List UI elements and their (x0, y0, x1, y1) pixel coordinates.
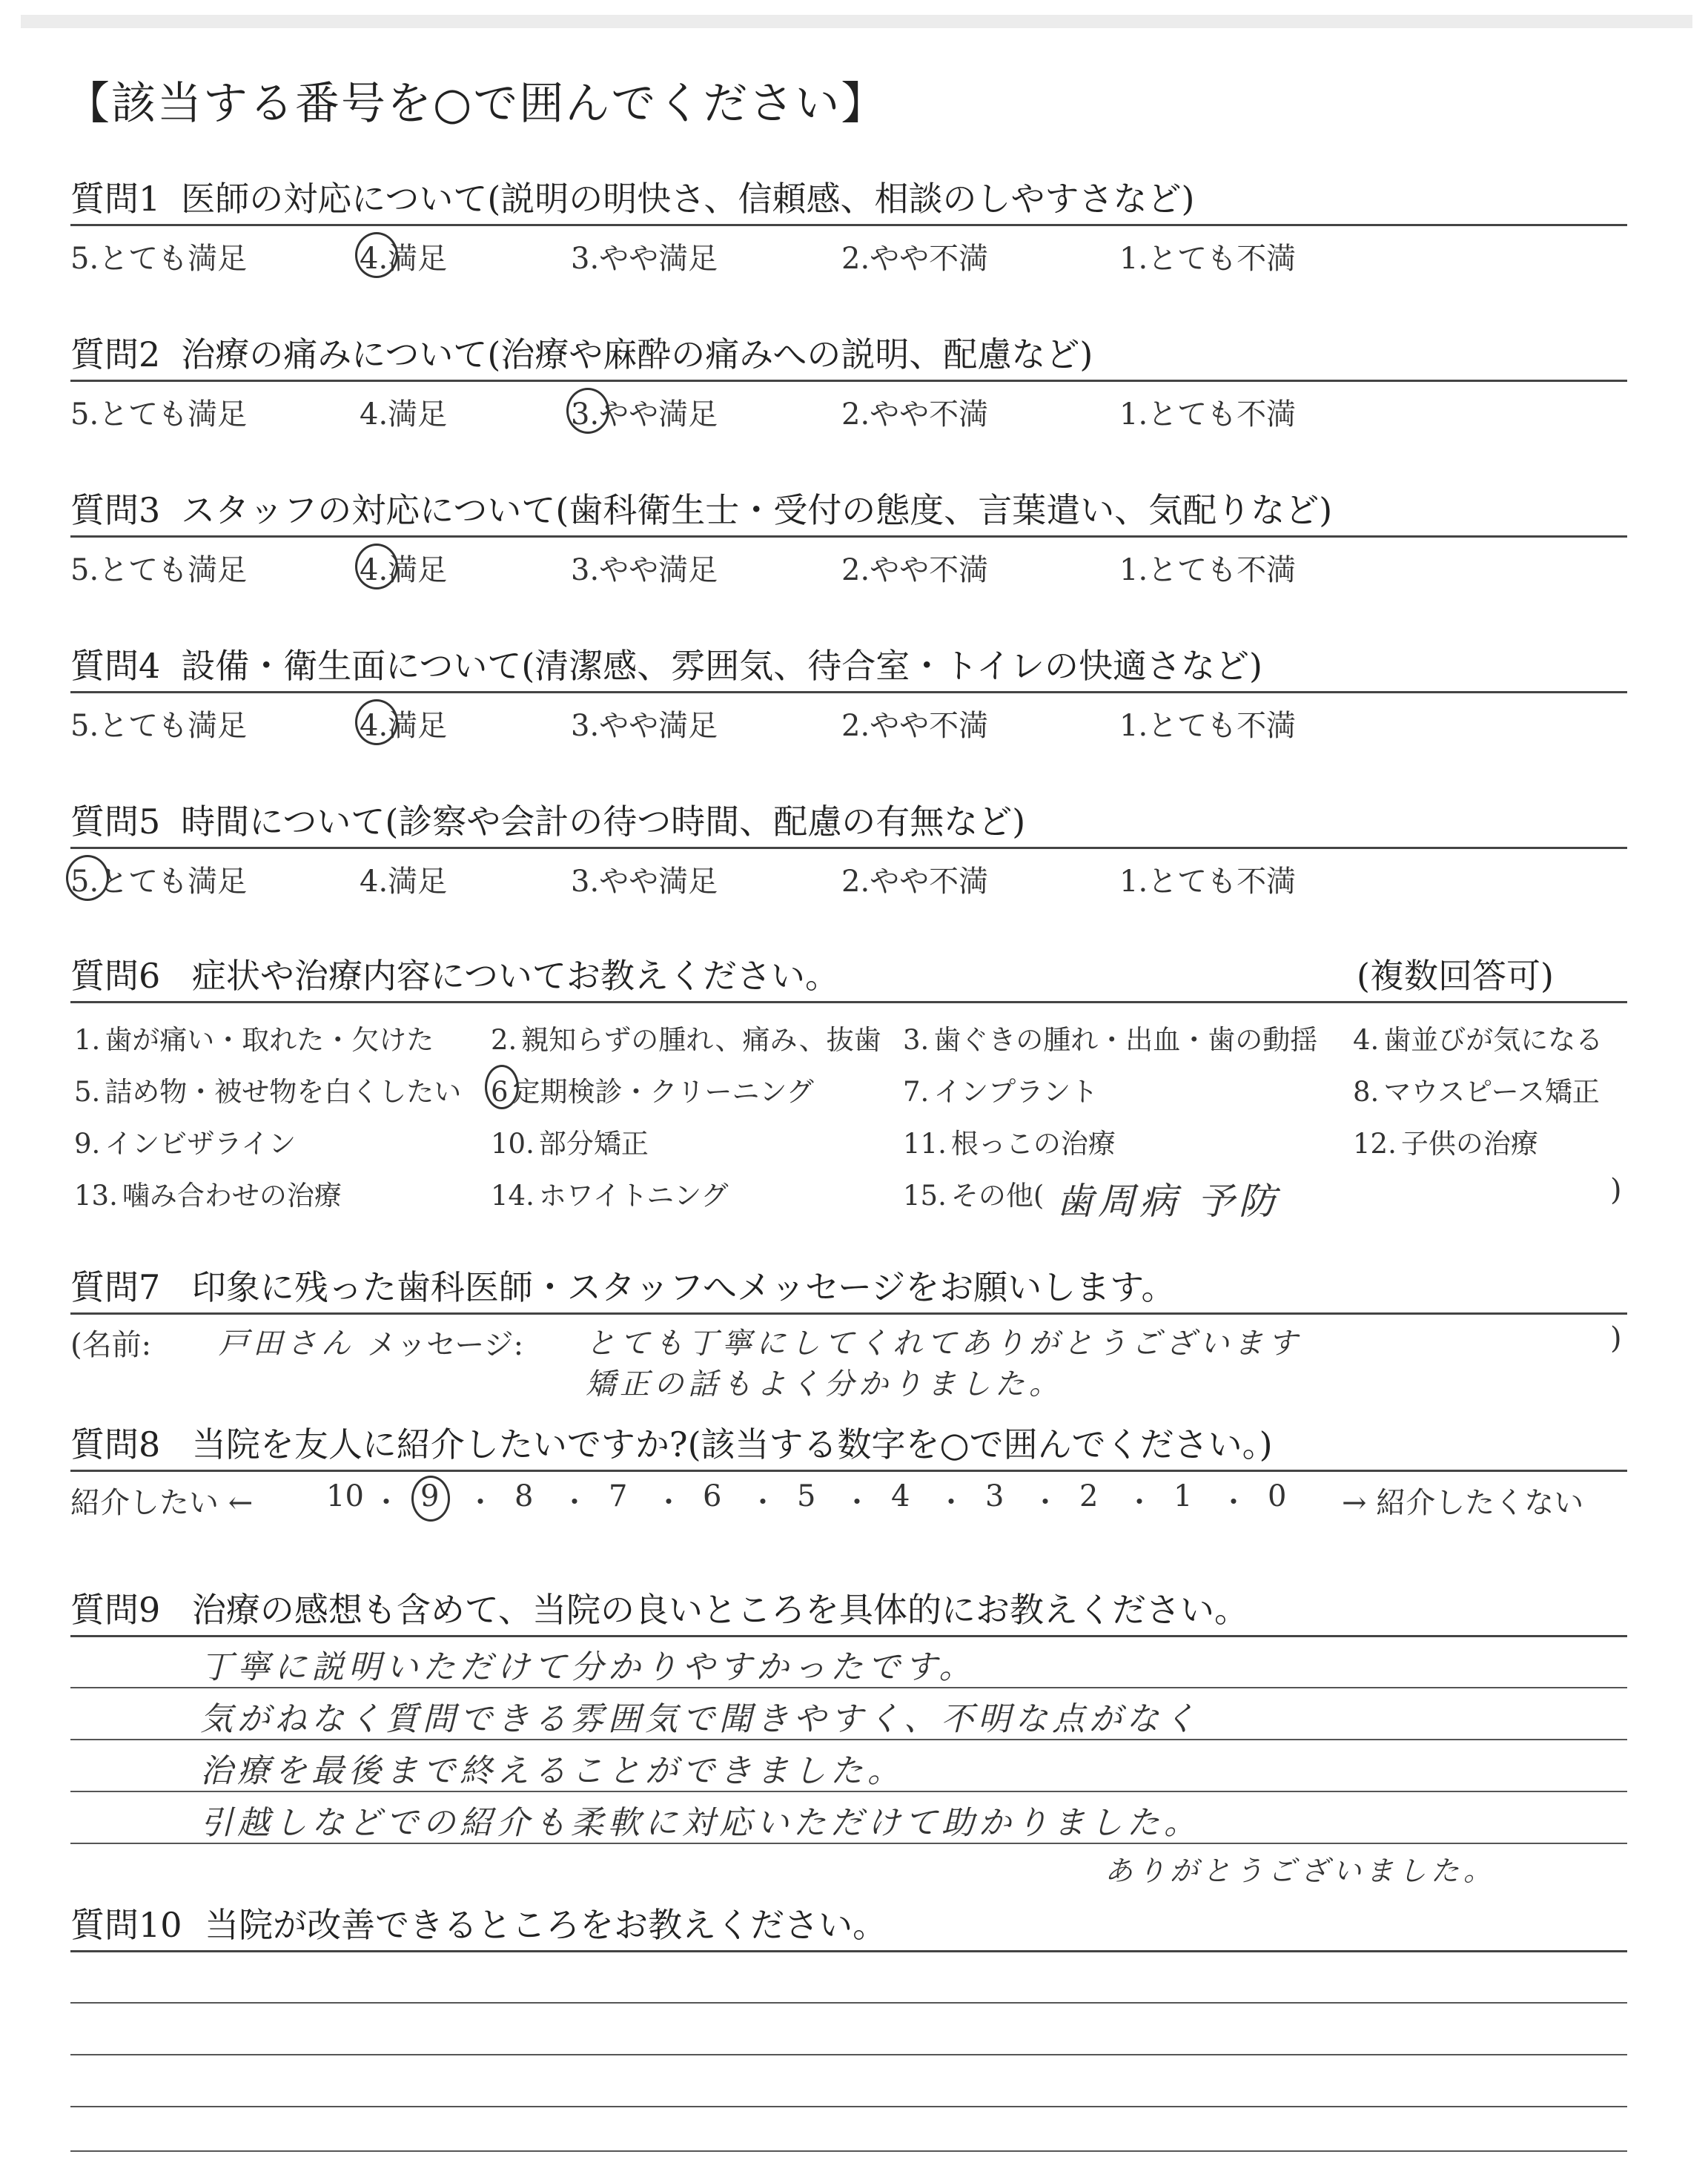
option-number: 4. (360, 242, 388, 276)
scale-separator: ・ (466, 1486, 495, 1519)
option-number: 4. (360, 865, 388, 899)
q9-answer-line: ありがとうございました。 (1105, 1855, 1497, 1887)
option-number: 5. (70, 553, 99, 587)
option-label: やや満足 (599, 865, 718, 899)
option-label: とても不満 (1148, 709, 1297, 743)
option-label: とても不満 (1148, 553, 1297, 587)
option-label: 噛み合わせの治療 (122, 1180, 342, 1212)
selection-circle (355, 699, 398, 745)
option-number: 7. (903, 1076, 930, 1108)
option-label: 満足 (388, 865, 448, 899)
option-label: とても満足 (99, 397, 248, 432)
option-number: 13. (74, 1180, 118, 1212)
q3-label: 質問3 (70, 490, 161, 530)
q4-option-3[interactable] (571, 702, 718, 744)
q4-rule (70, 691, 1627, 693)
scale-separator: ・ (655, 1486, 683, 1519)
q9-answer-line: 治療を最後まで終えることができました。 (200, 1752, 904, 1790)
q10-line (70, 2002, 1627, 2004)
q6-option-5[interactable] (74, 1069, 461, 1109)
option-label: マウスピース矯正 (1383, 1076, 1600, 1108)
q6-option-8[interactable] (1353, 1069, 1600, 1109)
scale-separator: ・ (372, 1486, 401, 1519)
option-number: 2. (841, 553, 870, 587)
q6-option-7[interactable] (903, 1069, 1098, 1109)
option-number: 5. (74, 1076, 101, 1108)
q4-text: 設備・衛生面について(清潔感、雰囲気、待合室・トイレの快適さなど) (181, 646, 1262, 686)
q6-option-14[interactable] (491, 1173, 729, 1213)
option-number: 1. (74, 1024, 101, 1056)
option-number: 6 (491, 1076, 509, 1108)
option-label: 満足 (388, 709, 448, 743)
option-label: 満足 (388, 242, 448, 276)
q6-other-handwritten: 歯周病 予防 (1056, 1180, 1280, 1223)
selection-circle (566, 388, 609, 434)
option-number: 1. (1119, 865, 1148, 899)
option-number: 5. (70, 709, 99, 743)
q8-label: 質問8 (70, 1424, 161, 1464)
option-number: 2. (841, 865, 870, 899)
scale-separator: ・ (560, 1486, 589, 1519)
selection-circle (355, 232, 398, 278)
q8-score-5[interactable]: 5 (797, 1479, 816, 1513)
option-number: 2. (841, 709, 870, 743)
option-number: 11. (903, 1128, 947, 1160)
option-label: 歯が痛い・取れた・欠けた (105, 1024, 434, 1056)
q10-line (70, 2150, 1627, 2152)
option-number: 5. (70, 242, 99, 276)
q5-option-1[interactable] (1119, 858, 1296, 900)
q8-score-3[interactable]: 3 (985, 1479, 1004, 1513)
selection-circle (355, 544, 398, 589)
q2-label: 質問2 (70, 334, 161, 374)
q3-option-4[interactable] (360, 546, 447, 589)
q6-text: 症状や治療内容についてお教えください。 (191, 956, 839, 996)
option-label: インビザライン (105, 1128, 297, 1160)
option-label: とても満足 (99, 865, 248, 899)
q5-option-5[interactable] (70, 858, 247, 900)
q9-rule (70, 1635, 1627, 1637)
q7-rule (70, 1312, 1627, 1315)
q8-score-4[interactable]: 4 (891, 1479, 910, 1513)
option-label: やや満足 (599, 553, 718, 587)
q2-option-3[interactable] (571, 391, 718, 433)
q1-rule (70, 224, 1627, 226)
q7-text: 印象に残った歯科医師・スタッフへメッセージをお願いします。 (191, 1267, 1176, 1307)
q10-label: 質問10 (70, 1905, 182, 1945)
q8-title (70, 1418, 1273, 1467)
q6-option-11[interactable] (903, 1121, 1116, 1161)
q4-option-4[interactable] (360, 702, 447, 744)
option-number: 5. (70, 865, 99, 899)
scale-separator: ・ (843, 1486, 872, 1519)
q5-rule (70, 847, 1627, 849)
q4-title (70, 639, 1262, 688)
q1-title (70, 172, 1194, 221)
scale-separator: ・ (1219, 1486, 1248, 1519)
q1-option-5[interactable] (70, 235, 247, 277)
q5-option-4[interactable] (360, 858, 447, 900)
q3-option-5[interactable] (70, 546, 247, 589)
option-label: 定期検診・クリーニング (512, 1076, 814, 1108)
q8-text: 当院を友人に紹介したいですか?(該当する数字を○で囲んでください。) (191, 1424, 1273, 1464)
q3-title (70, 483, 1332, 532)
q6-option-15[interactable] (903, 1173, 1044, 1213)
option-number: 3. (571, 865, 600, 899)
q9-label: 質問9 (70, 1590, 161, 1630)
q6-option-12[interactable] (1353, 1121, 1538, 1161)
option-number: 1. (1119, 397, 1148, 432)
option-label: 歯ぐきの腫れ・出血・歯の動揺 (933, 1024, 1318, 1056)
selection-circle (66, 855, 109, 901)
q7-message-label: メッセージ: (367, 1328, 524, 1362)
q4-option-5[interactable] (70, 702, 247, 744)
q9-answer-line: 引越しなどでの紹介も柔軟に対応いただけて助かりました。 (200, 1804, 1201, 1842)
option-number: 1. (1119, 553, 1148, 587)
option-number: 5. (70, 397, 99, 432)
option-number: 4. (360, 709, 388, 743)
option-number: 2. (491, 1024, 517, 1056)
q6-option-3[interactable] (903, 1017, 1317, 1057)
q8-score-8[interactable]: 8 (514, 1479, 534, 1513)
option-number: 1. (1119, 709, 1148, 743)
option-label: やや不満 (870, 553, 989, 587)
option-label: 部分矯正 (538, 1128, 649, 1160)
option-number: 2. (841, 242, 870, 276)
q3-option-3[interactable] (571, 546, 718, 589)
q3-option-1[interactable] (1119, 546, 1296, 589)
option-label: やや不満 (870, 865, 989, 899)
option-label: とても不満 (1148, 865, 1297, 899)
q6-other-close: ) (1610, 1173, 1622, 1207)
option-number: 3. (571, 397, 600, 432)
q7-name-value: 戸田さん (219, 1327, 355, 1361)
q1-option-4[interactable] (360, 235, 447, 277)
q8-score-0[interactable]: 0 (1268, 1479, 1287, 1513)
selection-circle (485, 1065, 519, 1109)
q5-option-3[interactable] (571, 858, 718, 900)
q8-score-9[interactable]: 9 (420, 1479, 440, 1513)
q7-message-line1: とても丁寧にしてくれてありがとうございます (586, 1327, 1302, 1361)
q10-title (70, 1898, 887, 1947)
option-label: とても不満 (1148, 242, 1297, 276)
q6-option-2[interactable] (491, 1017, 881, 1057)
selection-circle (411, 1476, 450, 1522)
option-number: 4. (360, 553, 388, 587)
option-number: 3. (571, 553, 600, 587)
option-label: 根っこの治療 (950, 1128, 1116, 1160)
q8-score-1[interactable]: 1 (1174, 1479, 1193, 1513)
option-label: とても満足 (99, 553, 248, 587)
q8-rule (70, 1470, 1627, 1472)
q1-option-2[interactable] (841, 235, 988, 277)
option-label: ホワイトニング (538, 1180, 729, 1212)
q1-label: 質問1 (70, 179, 161, 219)
q3-text: スタッフの対応について(歯科衛生士・受付の態度、言葉遣い、気配りなど) (181, 490, 1333, 530)
option-number: 4. (1353, 1024, 1380, 1056)
option-label: 満足 (388, 397, 448, 432)
q6-rule (70, 1001, 1627, 1003)
q7-title (70, 1261, 1176, 1309)
q2-title (70, 328, 1093, 377)
option-label: とても満足 (99, 242, 248, 276)
q10-line (70, 2054, 1627, 2055)
option-number: 3. (571, 242, 600, 276)
q6-option-6[interactable] (491, 1069, 814, 1109)
option-number: 8. (1353, 1076, 1380, 1108)
q3-option-2[interactable] (841, 546, 988, 589)
option-number: 9. (74, 1128, 101, 1160)
option-number: 3. (903, 1024, 930, 1056)
option-label: やや不満 (870, 709, 989, 743)
q8-left-label: 紹介したい ← (70, 1486, 254, 1520)
q8-score-10[interactable]: 10 (326, 1479, 364, 1513)
q2-option-1[interactable] (1119, 391, 1296, 433)
q3-rule (70, 535, 1627, 538)
q6-option-4[interactable] (1353, 1017, 1603, 1057)
q6-option-13[interactable] (74, 1173, 342, 1213)
option-label: やや不満 (870, 397, 989, 432)
option-label: やや不満 (870, 242, 989, 276)
q1-option-1[interactable] (1119, 235, 1296, 277)
option-number: 12. (1353, 1128, 1397, 1160)
option-label: その他( (950, 1180, 1045, 1212)
scale-separator: ・ (937, 1486, 966, 1519)
q4-label: 質問4 (70, 646, 161, 686)
q5-label: 質問5 (70, 802, 161, 842)
page-heading: 【該当する番号を○で囲んでください】 (65, 78, 887, 130)
q6-label: 質問6 (70, 956, 161, 996)
q7-close: ) (1610, 1321, 1622, 1355)
option-label: 歯並びが気になる (1383, 1024, 1603, 1056)
option-number: 14. (491, 1180, 534, 1212)
q1-option-3[interactable] (571, 235, 718, 277)
q6-option-1[interactable] (74, 1017, 434, 1057)
option-number: 3. (571, 709, 600, 743)
q4-option-1[interactable] (1119, 702, 1296, 744)
option-label: やや満足 (599, 709, 718, 743)
q5-title (70, 795, 1025, 844)
q6-title (70, 949, 839, 998)
q2-rule (70, 380, 1627, 382)
option-label: 詰め物・被せ物を白くしたい (105, 1076, 462, 1108)
q7-name-label: (名前: (70, 1328, 152, 1362)
q9-title (70, 1583, 1248, 1632)
option-number: 4. (360, 397, 388, 432)
q10-line (70, 2106, 1627, 2107)
scan-edge (21, 15, 1692, 28)
q9-answer-line: 丁寧に説明いただけて分かりやすかったです。 (200, 1648, 976, 1686)
option-number: 2. (841, 397, 870, 432)
option-number: 1. (1119, 242, 1148, 276)
q8-right-label: → 紹介したくない (1342, 1486, 1584, 1520)
q1-text: 医師の対応について(説明の明快さ、信頼感、相談のしやすさなど) (181, 179, 1195, 219)
q8-score-2[interactable]: 2 (1079, 1479, 1099, 1513)
q10-rule (70, 1950, 1627, 1952)
option-label: やや満足 (599, 397, 718, 432)
q4-option-2[interactable] (841, 702, 988, 744)
q7-label: 質問7 (70, 1267, 161, 1307)
q5-option-2[interactable] (841, 858, 988, 900)
option-number: 10. (491, 1128, 534, 1160)
option-label: とても不満 (1148, 397, 1297, 432)
q7-message-line2: 矯正の話もよく分かりました。 (586, 1367, 1063, 1401)
q8-score-7[interactable]: 7 (609, 1479, 628, 1513)
option-label: とても満足 (99, 709, 248, 743)
q5-text: 時間について(診察や会計の待つ時間、配慮の有無など) (181, 802, 1026, 842)
q2-option-2[interactable] (841, 391, 988, 433)
q9-text: 治療の感想も含めて、当院の良いところを具体的にお教えください。 (191, 1590, 1248, 1630)
q6-option-9[interactable] (74, 1121, 296, 1161)
scale-separator: ・ (749, 1486, 778, 1519)
option-label: やや満足 (599, 242, 718, 276)
option-label: 親知らずの腫れ、痛み、抜歯 (521, 1024, 881, 1056)
q6-note: (複数回答可) (1357, 956, 1554, 996)
q8-score-6[interactable]: 6 (703, 1479, 722, 1513)
q6-option-10[interactable] (491, 1121, 649, 1161)
option-label: 満足 (388, 553, 448, 587)
option-number: 15. (903, 1180, 947, 1212)
q2-option-5[interactable] (70, 391, 247, 433)
option-label: インプラント (933, 1076, 1099, 1108)
q2-option-4[interactable] (360, 391, 447, 433)
q2-text: 治療の痛みについて(治療や麻酔の痛みへの説明、配慮など) (181, 334, 1093, 374)
option-label: 子供の治療 (1400, 1128, 1538, 1160)
scale-separator: ・ (1031, 1486, 1060, 1519)
q9-answer-line: 気がねなく質問できる雰囲気で聞きやすく、不明な点がなく (200, 1700, 1201, 1738)
q10-text: 当院が改善できるところをお教えください。 (205, 1905, 887, 1945)
scale-separator: ・ (1125, 1486, 1154, 1519)
